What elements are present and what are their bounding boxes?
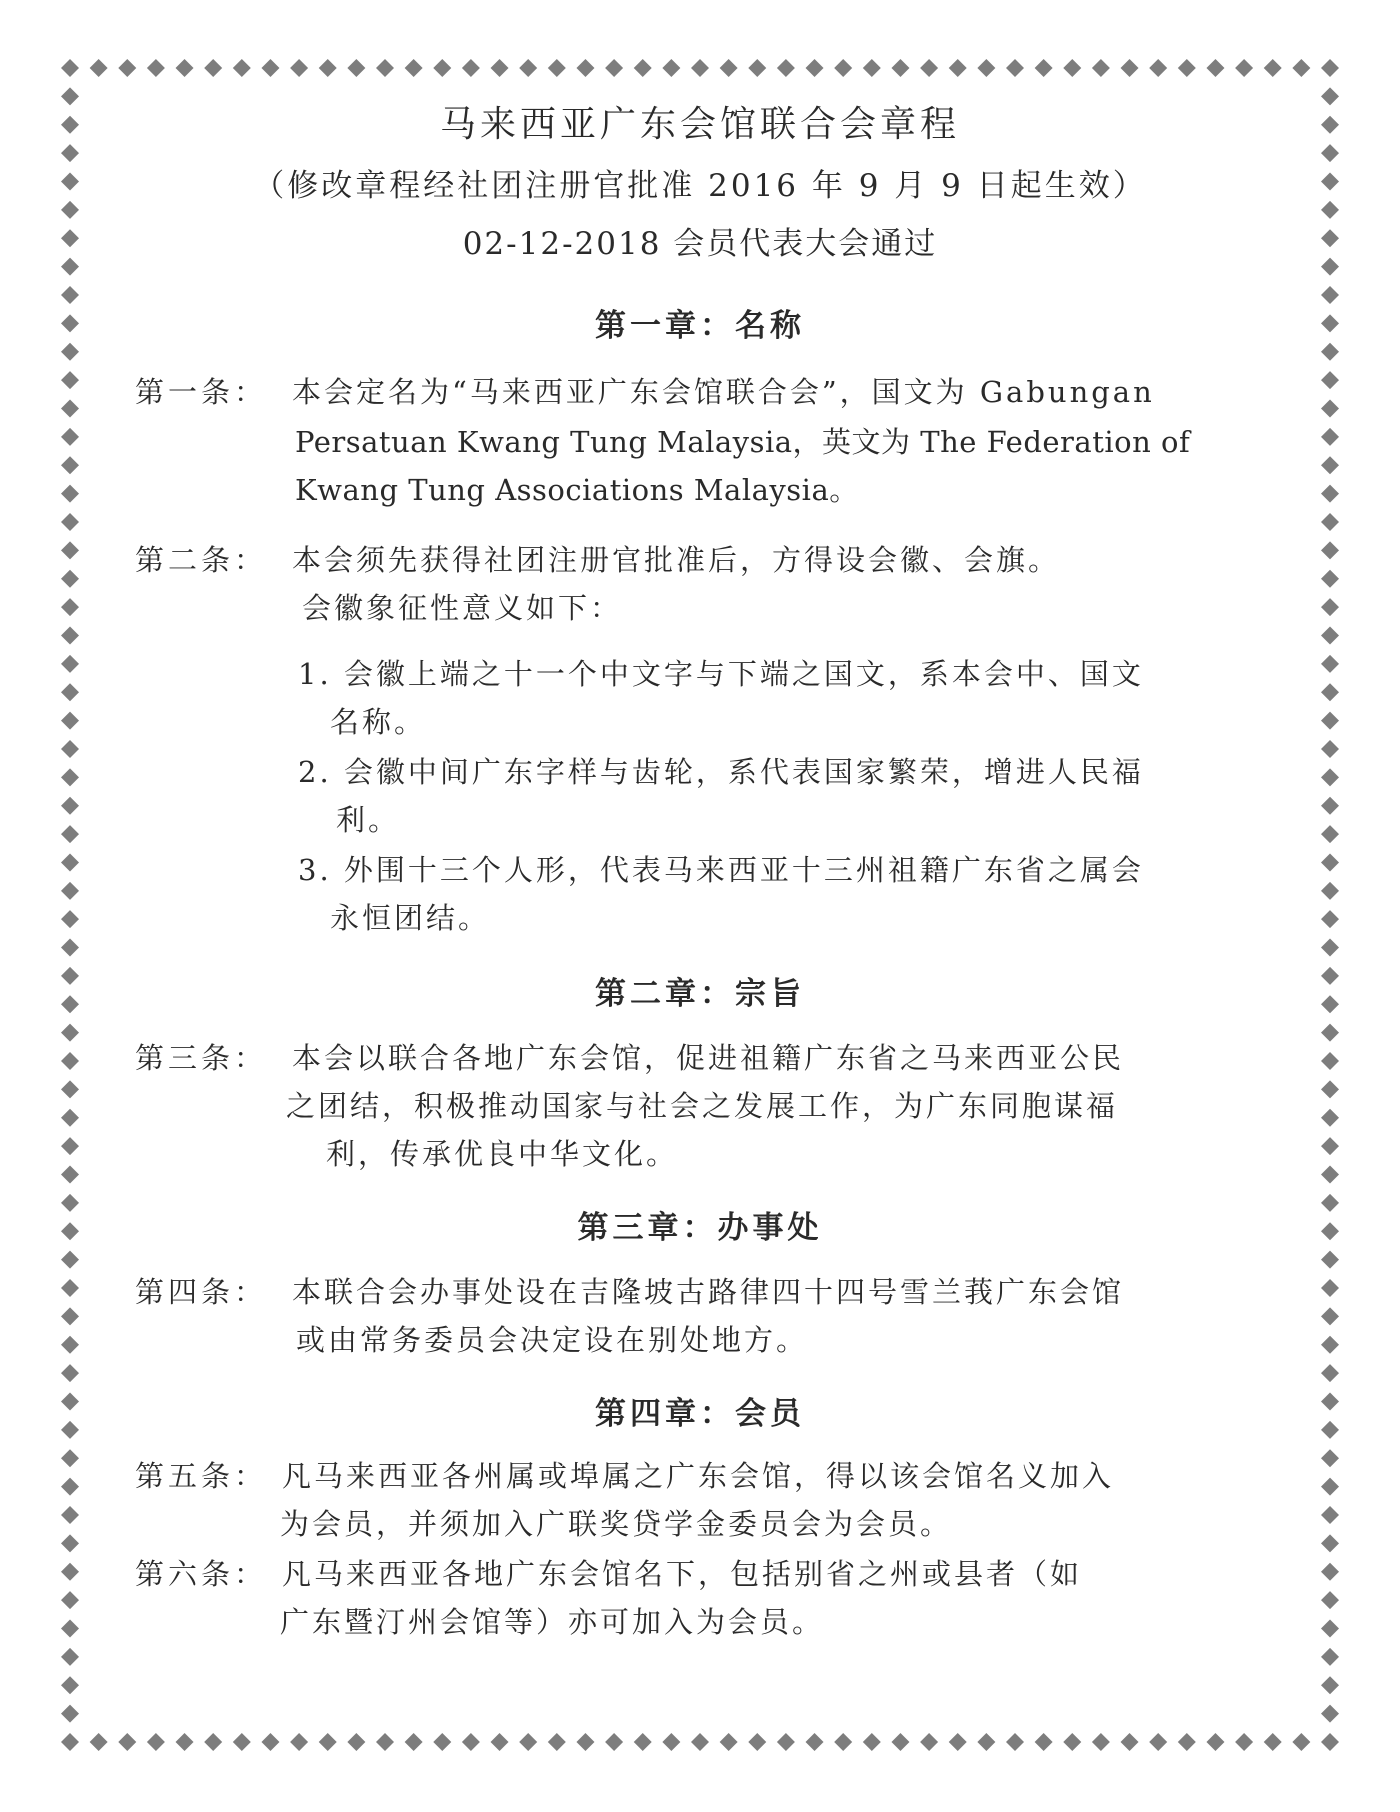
emblem-item-2-line-1: 2. 会徽中间广东字样与齿轮，系代表国家繁荣，增进人民福 <box>298 755 1144 789</box>
article-3-line-3: 利，传承优良中华文化。 <box>326 1137 679 1171</box>
emblem-item-2-line-2: 利。 <box>336 803 401 837</box>
chapter-2-heading: 第二章：宗旨 <box>595 976 805 1012</box>
chapter-4-heading: 第四章：会员 <box>595 1396 805 1432</box>
article-3-label: 第三条： <box>135 1041 268 1075</box>
emblem-item-1-line-1: 1. 会徽上端之十一个中文字与下端之国文，系本会中、国文 <box>298 657 1144 691</box>
document-subtitle: （修改章程经社团注册官批准 2016 年 9 月 9 日起生效） <box>253 168 1147 204</box>
article-5-label: 第五条： <box>135 1459 268 1493</box>
article-1-line-1: 本会定名为“马来西亚广东会馆联合会”，国文为 Gabungan <box>292 375 1155 409</box>
article-5-line-1: 凡马来西亚各州属或埠属之广东会馆，得以该会馆名义加入 <box>282 1459 1115 1493</box>
document-title: 马来西亚广东会馆联合会章程 <box>439 104 960 145</box>
article-4-line-2: 或由常务委员会决定设在别处地方。 <box>296 1323 809 1357</box>
article-1-line-2: Persatuan Kwang Tung Malaysia，英文为 The Federation of <box>295 425 1191 459</box>
article-6-line-1: 凡马来西亚各地广东会馆名下，包括别省之州或县者（如 <box>282 1557 1083 1591</box>
emblem-item-3-line-2: 永恒团结。 <box>330 901 491 935</box>
article-3-line-1: 本会以联合各地广东会馆，促进祖籍广东省之马来西亚公民 <box>292 1041 1125 1075</box>
document-passed-note: 02-12-2018 会员代表大会通过 <box>462 226 938 262</box>
article-5-line-2: 为会员，并须加入广联奖贷学金委员会为会员。 <box>280 1507 953 1541</box>
emblem-item-3-line-1: 3. 外围十三个人形，代表马来西亚十三州祖籍广东省之属会 <box>298 853 1144 887</box>
article-6-label: 第六条： <box>135 1557 268 1591</box>
article-2-label: 第二条： <box>135 543 268 577</box>
article-2-line-2: 会徽象征性意义如下： <box>302 591 623 625</box>
emblem-item-1-line-2: 名称。 <box>330 705 427 739</box>
chapter-1-heading: 第一章：名称 <box>595 308 805 344</box>
article-1-label: 第一条： <box>135 375 268 409</box>
article-3-line-2: 之团结，积极推动国家与社会之发展工作，为广东同胞谋福 <box>286 1089 1119 1123</box>
article-1-line-3: Kwang Tung Associations Malaysia。 <box>295 473 859 507</box>
article-4-label: 第四条： <box>135 1275 268 1309</box>
article-4-line-1: 本联合会办事处设在吉隆坡古路律四十四号雪兰莪广东会馆 <box>292 1275 1125 1309</box>
article-2-line-1: 本会须先获得社团注册官批准后，方得设会徽、会旗。 <box>292 543 1061 577</box>
article-6-line-2: 广东暨汀州会馆等）亦可加入为会员。 <box>280 1605 825 1639</box>
chapter-3-heading: 第三章：办事处 <box>577 1210 823 1246</box>
